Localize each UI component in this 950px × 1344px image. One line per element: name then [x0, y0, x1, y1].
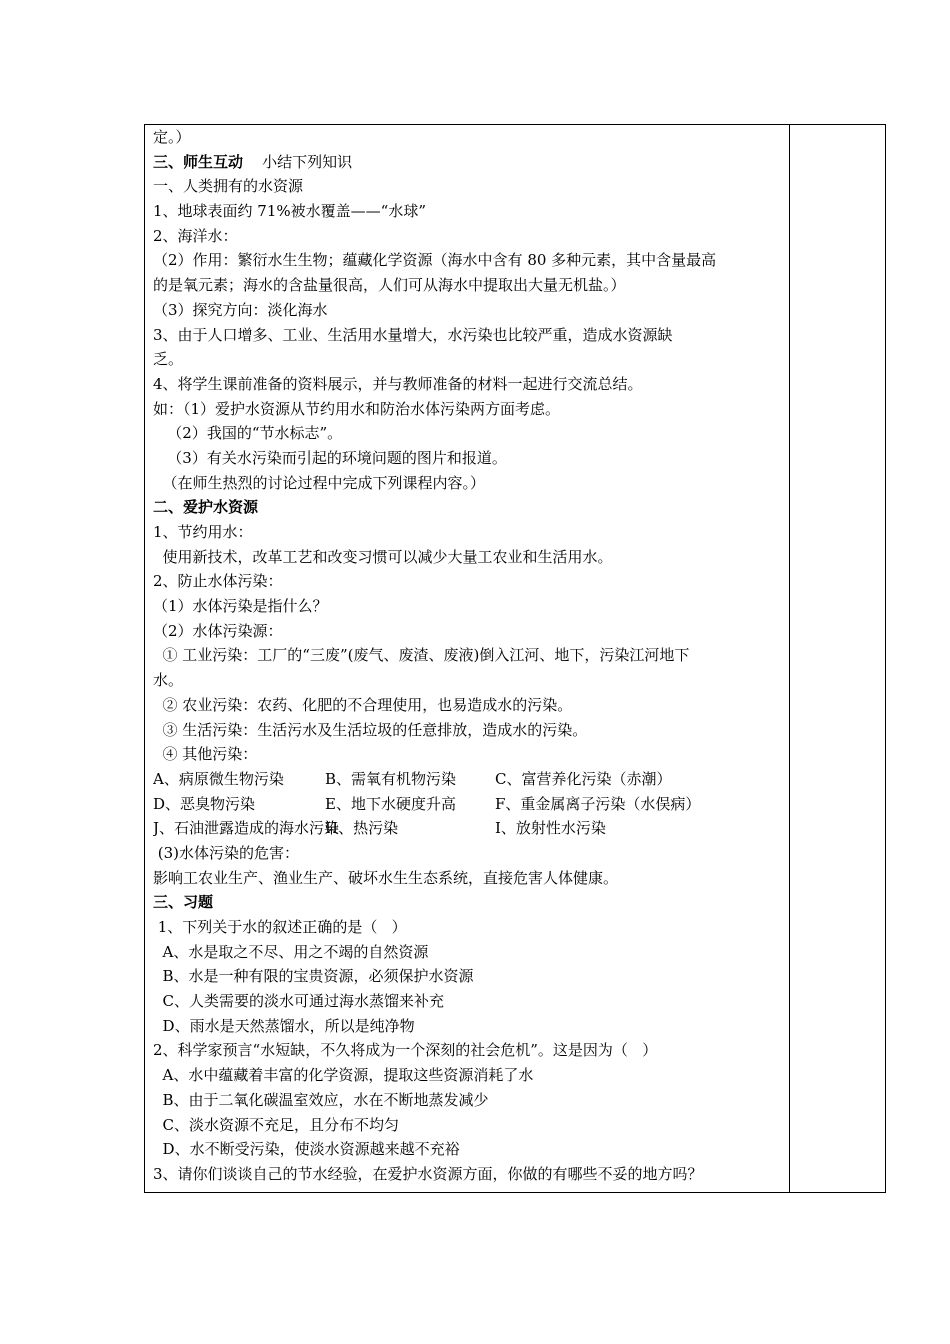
text-line [153, 915, 783, 940]
text-line [153, 1137, 783, 1162]
lesson-table [144, 124, 886, 1193]
line-text: （3）探究方向：淡化海水 [153, 300, 328, 319]
text-line [153, 964, 783, 989]
text-line [153, 890, 783, 915]
text-line [153, 150, 783, 175]
text-line [153, 248, 783, 273]
line-text: （2）作用：繁衍水生生物；蕴藏化学资源（海水中含有 80 多种元素，其中含量最高 [153, 251, 717, 270]
line-text: 的是氧元素；海水的含盐量很高，人们可从海水中提取出大量无机盐。） [153, 276, 626, 295]
pollution-option: I、放射性水污染 [495, 819, 606, 838]
line-text: 使用新技术，改革工艺和改变习惯可以减少大量工农业和生活用水。 [153, 547, 613, 566]
pollution-options-row [153, 767, 783, 792]
text-line [153, 1088, 783, 1113]
pollution-option: C、富营养化污染（赤潮） [495, 769, 672, 788]
text-line [153, 643, 783, 668]
line-text: 3、由于人口增多、工业、生活用水量增大，水污染也比较严重，造成水资源缺 [153, 325, 673, 344]
text-line [153, 545, 783, 570]
text-line [153, 693, 783, 718]
text-line [153, 569, 783, 594]
text-line [153, 1014, 783, 1039]
line-text: ④ 其他污染： [153, 745, 258, 764]
text-line [153, 397, 783, 422]
line-text: 1、地球表面约 71%被水覆盖——“水球” [153, 202, 426, 221]
pollution-option: F、重金属离子污染（水俣病） [495, 794, 701, 813]
text-line [153, 199, 783, 224]
section-heading: 三、师生互动 [153, 152, 244, 171]
lesson-content [153, 125, 783, 1187]
line-text: A、水是取之不尽、用之不竭的自然资源 [153, 942, 429, 961]
line-text: A、水中蕴藏着丰富的化学资源，提取这些资源消耗了水 [153, 1066, 534, 1085]
line-text: D、雨水是天然蒸馏水，所以是纯净物 [153, 1016, 415, 1035]
pollution-option: D、恶臭物污染 [153, 794, 256, 813]
text-line [153, 594, 783, 619]
section-heading: 二、爱护水资源 [153, 498, 259, 517]
pollution-option: B、需氧有机物污染 [325, 769, 457, 788]
text-line [153, 224, 783, 249]
line-text: 3、请你们谈谈自己的节水经验，在爱护水资源方面，你做的有哪些不妥的地方吗？ [153, 1164, 703, 1183]
heading-subtitle: 小结下列知识 [243, 152, 353, 171]
text-line [153, 841, 783, 866]
line-text: 4、将学生课前准备的资料展示，并与教师准备的材料一起进行交流总结。 [153, 374, 643, 393]
text-line [153, 495, 783, 520]
line-text: （2）我国的“节水标志”。 [153, 424, 343, 443]
text-line [153, 940, 783, 965]
text-line [153, 520, 783, 545]
line-text: D、水不断受污染，使淡水资源越来越不充裕 [153, 1140, 460, 1159]
line-text: （1）水体污染是指什么？ [153, 597, 328, 616]
text-line [153, 471, 783, 496]
text-line [153, 347, 783, 372]
line-text: C、人类需要的淡水可通过海水蒸馏来补充 [153, 992, 445, 1011]
text-line [153, 742, 783, 767]
line-text: C、淡水资源不充足，且分布不均匀 [153, 1115, 400, 1134]
text-line [153, 273, 783, 298]
text-line [153, 1063, 783, 1088]
text-line [153, 866, 783, 891]
line-text: 2、防止水体污染： [153, 572, 283, 591]
section-heading: 三、习题 [153, 893, 214, 912]
line-text: B、水是一种有限的宝贵资源，必须保护水资源 [153, 967, 474, 986]
column-divider [789, 125, 790, 1192]
line-text: B、由于二氧化碳温室效应，水在不断地蒸发减少 [153, 1090, 489, 1109]
line-text: 2、海洋水： [153, 226, 238, 245]
pollution-options-row [153, 816, 783, 841]
pollution-option: A、病原微生物污染 [153, 769, 284, 788]
line-text: 定。） [153, 128, 191, 146]
line-text: 如：（1）爱护水资源从节约用水和防治水体污染两方面考虑。 [153, 399, 561, 418]
text-line [153, 125, 783, 150]
text-line [153, 174, 783, 199]
line-text: （3）有关水污染而引起的环境问题的图片和报道。 [153, 448, 507, 467]
text-line [153, 372, 783, 397]
text-line [153, 989, 783, 1014]
pollution-options-row [153, 792, 783, 817]
text-line [153, 619, 783, 644]
line-text: 1、下列关于水的叙述正确的是（ ） [153, 918, 407, 936]
text-line [153, 323, 783, 348]
pollution-option: H、热污染 [325, 819, 399, 838]
line-text: 1、节约用水： [153, 523, 253, 541]
line-text: 乏。 [153, 350, 184, 369]
line-text: 水。 [153, 671, 184, 690]
pollution-option: E、地下水硬度升高 [325, 794, 456, 813]
text-line [153, 298, 783, 323]
text-line [153, 446, 783, 471]
pollution-option: J、石油泄露造成的海水污染 [153, 819, 340, 838]
text-line [153, 668, 783, 693]
line-text: ① 工业污染：工厂的“三废”(废气、废渣、废液)倒入江河、地下，污染江河地下 [153, 646, 690, 665]
line-text: (3)水体污染的危害： [153, 843, 300, 862]
text-line [153, 1113, 783, 1138]
text-line [153, 421, 783, 446]
line-text: 影响工农业生产、渔业生产、破坏水生生态系统，直接危害人体健康。 [153, 868, 619, 887]
line-text: 一、人类拥有的水资源 [153, 177, 304, 196]
text-line [153, 1162, 783, 1187]
line-text: （2）水体污染源： [153, 621, 283, 640]
text-line [153, 1038, 783, 1063]
text-line [153, 718, 783, 743]
line-text: ③ 生活污染：生活污水及生活垃圾的任意排放，造成水的污染。 [153, 720, 588, 739]
line-text: 2、科学家预言“水短缺，不久将成为一个深刻的社会危机”。这是因为（ ） [153, 1041, 658, 1060]
line-text: （在师生热烈的讨论过程中完成下列课程内容。） [153, 473, 486, 492]
line-text: ② 农业污染：农药、化肥的不合理使用，也易造成水的污染。 [153, 695, 573, 714]
